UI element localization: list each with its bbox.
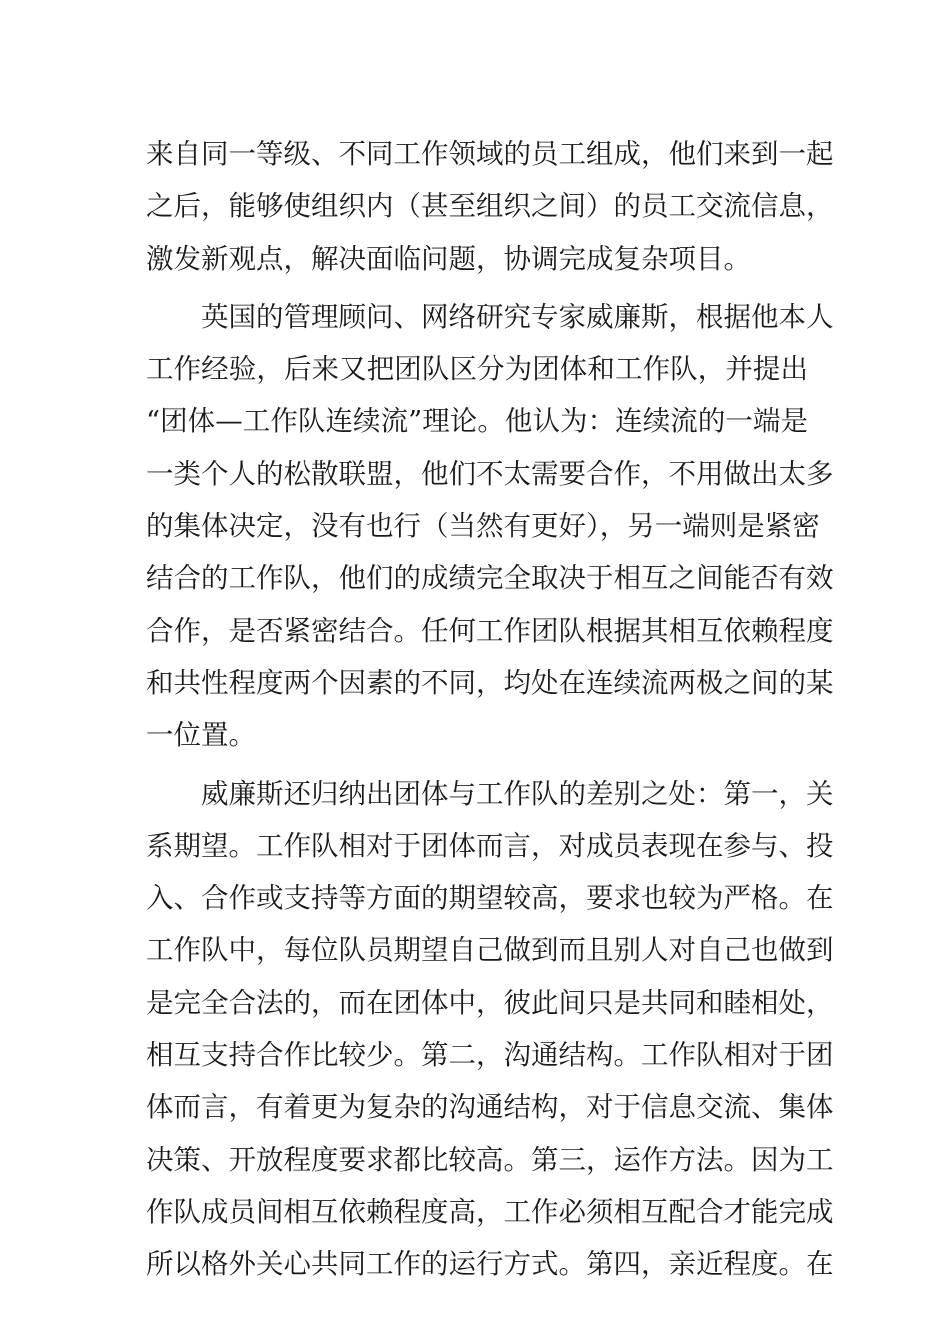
text-line: 合作，是否紧密结合。任何工作团队根据其相互依赖程度 bbox=[146, 614, 834, 647]
text-line: 激发新观点，解决面临问题，协调完成复杂项目。 bbox=[146, 242, 751, 275]
paragraph-2 bbox=[146, 291, 834, 762]
text-line: 英国的管理顾问、网络研究专家威廉斯，根据他本人 bbox=[201, 300, 834, 333]
text-line: 相互支持合作比较少。第二，沟通结构。工作队相对于团 bbox=[146, 1039, 834, 1072]
text-line: 所以格外关心共同工作的运行方式。第四，亲近程度。在 bbox=[146, 1248, 834, 1281]
text-line: 决策、开放程度要求都比较高。第三，运作方法。因为工 bbox=[146, 1143, 834, 1176]
text-line: 来自同一等级、不同工作领域的员工组成，他们来到一起 bbox=[146, 138, 834, 170]
text-line: 一位置。 bbox=[146, 719, 256, 752]
text-line: 作队成员间相互依赖程度高，工作必须相互配合才能完成 bbox=[146, 1195, 834, 1228]
paragraph-1 bbox=[146, 128, 834, 285]
text-line: 体而言，有着更为复杂的沟通结构，对于信息交流、集体 bbox=[146, 1091, 834, 1124]
text-line: “团体—工作队连续流”理论。他认为：连续流的一端是 bbox=[146, 405, 808, 438]
text-line: 是完全合法的，而在团体中，彼此间只是共同和睦相处， bbox=[146, 986, 834, 1019]
text-line: 入、合作或支持等方面的期望较高，要求也较为严格。在 bbox=[146, 882, 834, 915]
text-line: 工作队中，每位队员期望自己做到而且别人对自己也做到 bbox=[146, 934, 834, 967]
paragraph-3 bbox=[146, 768, 834, 1291]
body-text bbox=[146, 128, 834, 1291]
text-line: 结合的工作队，他们的成绩完全取决于相互之间能否有效 bbox=[146, 562, 834, 595]
text-line: 一类个人的松散联盟，他们不太需要合作，不用做出太多 bbox=[146, 457, 834, 490]
text-line: 威廉斯还归纳出团体与工作队的差别之处：第一，关 bbox=[201, 777, 834, 810]
text-line: 的集体决定，没有也行（当然有更好），另一端则是紧密 bbox=[146, 510, 820, 543]
text-line: 之后，能够使组织内（甚至组织之间）的员工交流信息， bbox=[146, 190, 834, 223]
text-line: 和共性程度两个因素的不同，均处在连续流两极之间的某 bbox=[146, 666, 834, 699]
text-line: 系期望。工作队相对于团体而言，对成员表现在参与、投 bbox=[146, 829, 834, 862]
text-line: 工作经验，后来又把团队区分为团体和工作队，并提出 bbox=[146, 353, 808, 386]
